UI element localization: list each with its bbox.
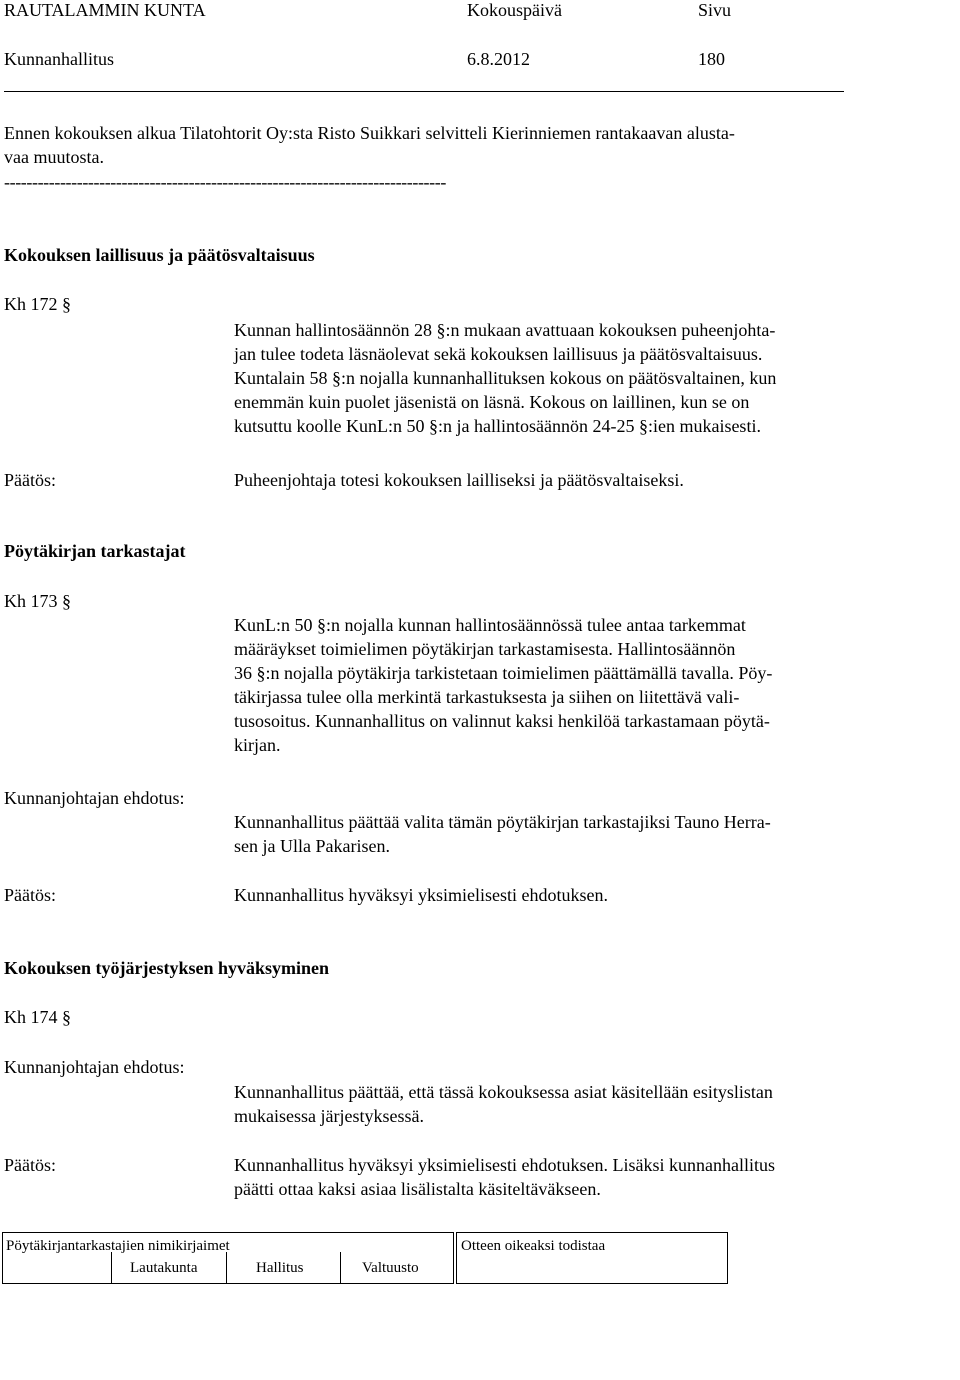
proposal-line: mukaisessa järjestyksessä. [234,1106,424,1126]
section-174-number: Kh 174 § [4,1007,71,1027]
section-172-body [234,318,934,438]
section-172-decision: Puheenjohtaja totesi kokouksen lailliseksi ja päätösvaltaiseksi. [234,470,684,490]
body-line: KunL:n 50 §:n nojalla kunnan hallintosäännössä tulee antaa tarkemmat [234,615,746,635]
section-174-title: Kokouksen työjärjestyksen hyväksyminen [4,958,330,978]
proposal-line: Kunnanhallitus päättää valita tämän pöytäkirjan tarkastajiksi Tauno Herra- [234,812,771,832]
body-line: Kuntalain 58 §:n nojalla kunnanhallituksen kokous on päätösvaltainen, kun [234,368,777,388]
meeting-date: 6.8.2012 [467,49,530,69]
body-line: kirjan. [234,735,281,755]
section-173-proposal [234,810,934,858]
section-172-title: Kokouksen laillisuus ja päätösvaltaisuus [4,245,315,265]
intro-separator: ------------------------------------------------------------------------------- [4,172,446,192]
page-label: Sivu [698,0,732,20]
initials-label: Pöytäkirjantarkastajien nimikirjaimet [6,1238,230,1254]
municipality-name: RAUTALAMMIN KUNTA [4,0,206,20]
decision-line: Kunnanhallitus hyväksyi yksimielisesti ehdotuksen. Lisäksi kunnanhallitus [234,1155,775,1175]
section-173-body [234,613,934,757]
section-174-proposal [234,1080,934,1128]
initials-board: Hallitus [256,1260,304,1276]
body-line: kutsuttu koolle KunL:n 50 §:n ja hallintosäännön 24-25 §:ien mukaisesti. [234,416,761,436]
body-line: enemmän kuin puolet jäsenistä on läsnä. Kokous on laillinen, kun se on [234,392,750,412]
body-line: Kunnan hallintosäännön 28 §:n mukaan avattuaan kokouksen puheenjohta- [234,320,776,340]
intro-line-1: Ennen kokouksen alkua Tilatohtorit Oy:sta Risto Suikkari selvitteli Kierinniemen rantakaavan alusta- [4,123,735,143]
body-line: määräykset toimielimen pöytäkirjan tarkastamisesta. Hallintosäännön [234,639,736,659]
section-173-number: Kh 173 § [4,591,71,611]
initials-divider [340,1252,341,1283]
initials-council-committee: Lautakunta [130,1260,198,1276]
section-173-decision: Kunnanhallitus hyväksyi yksimielisesti ehdotuksen. [234,885,608,905]
page-number: 180 [698,49,725,69]
proposal-line: Kunnanhallitus päättää, että tässä kokouksessa asiat käsitellään esityslistan [234,1082,773,1102]
initials-divider [111,1252,112,1283]
intro-line-2: vaa muutosta. [4,147,104,167]
section-173-decision-label: Päätös: [4,885,56,905]
decision-line: päätti ottaa kaksi asiaa lisälistalta käsiteltäväkseen. [234,1179,601,1199]
body-line: täkirjassa tulee olla merkintä tarkastuksesta ja siihen on liitettävä vali- [234,687,740,707]
body-name: Kunnanhallitus [4,49,114,69]
section-172-number: Kh 172 § [4,294,71,314]
body-line: tusosoitus. Kunnanhallitus on valinnut kaksi henkilöä tarkastamaan pöytä- [234,711,770,731]
initials-divider [226,1252,227,1283]
section-174-proposal-label: Kunnanjohtajan ehdotus: [4,1057,185,1077]
meeting-date-label: Kokouspäivä [467,0,562,20]
section-174-decision [234,1153,934,1201]
body-line: 36 §:n nojalla pöytäkirja tarkistetaan toimielimen päättämällä tavalla. Pöy- [234,663,773,683]
certification-label: Otteen oikeaksi todistaa [461,1238,606,1254]
proposal-line: sen ja Ulla Pakarisen. [234,836,390,856]
body-line: jan tulee todeta läsnäolevat sekä kokouksen laillisuus ja päätösvaltaisuus. [234,344,763,364]
section-174-decision-label: Päätös: [4,1155,56,1175]
section-172-decision-label: Päätös: [4,470,56,490]
initials-council: Valtuusto [362,1260,419,1276]
section-173-title: Pöytäkirjan tarkastajat [4,541,186,561]
header-rule [4,91,844,92]
section-173-proposal-label: Kunnanjohtajan ehdotus: [4,788,185,808]
